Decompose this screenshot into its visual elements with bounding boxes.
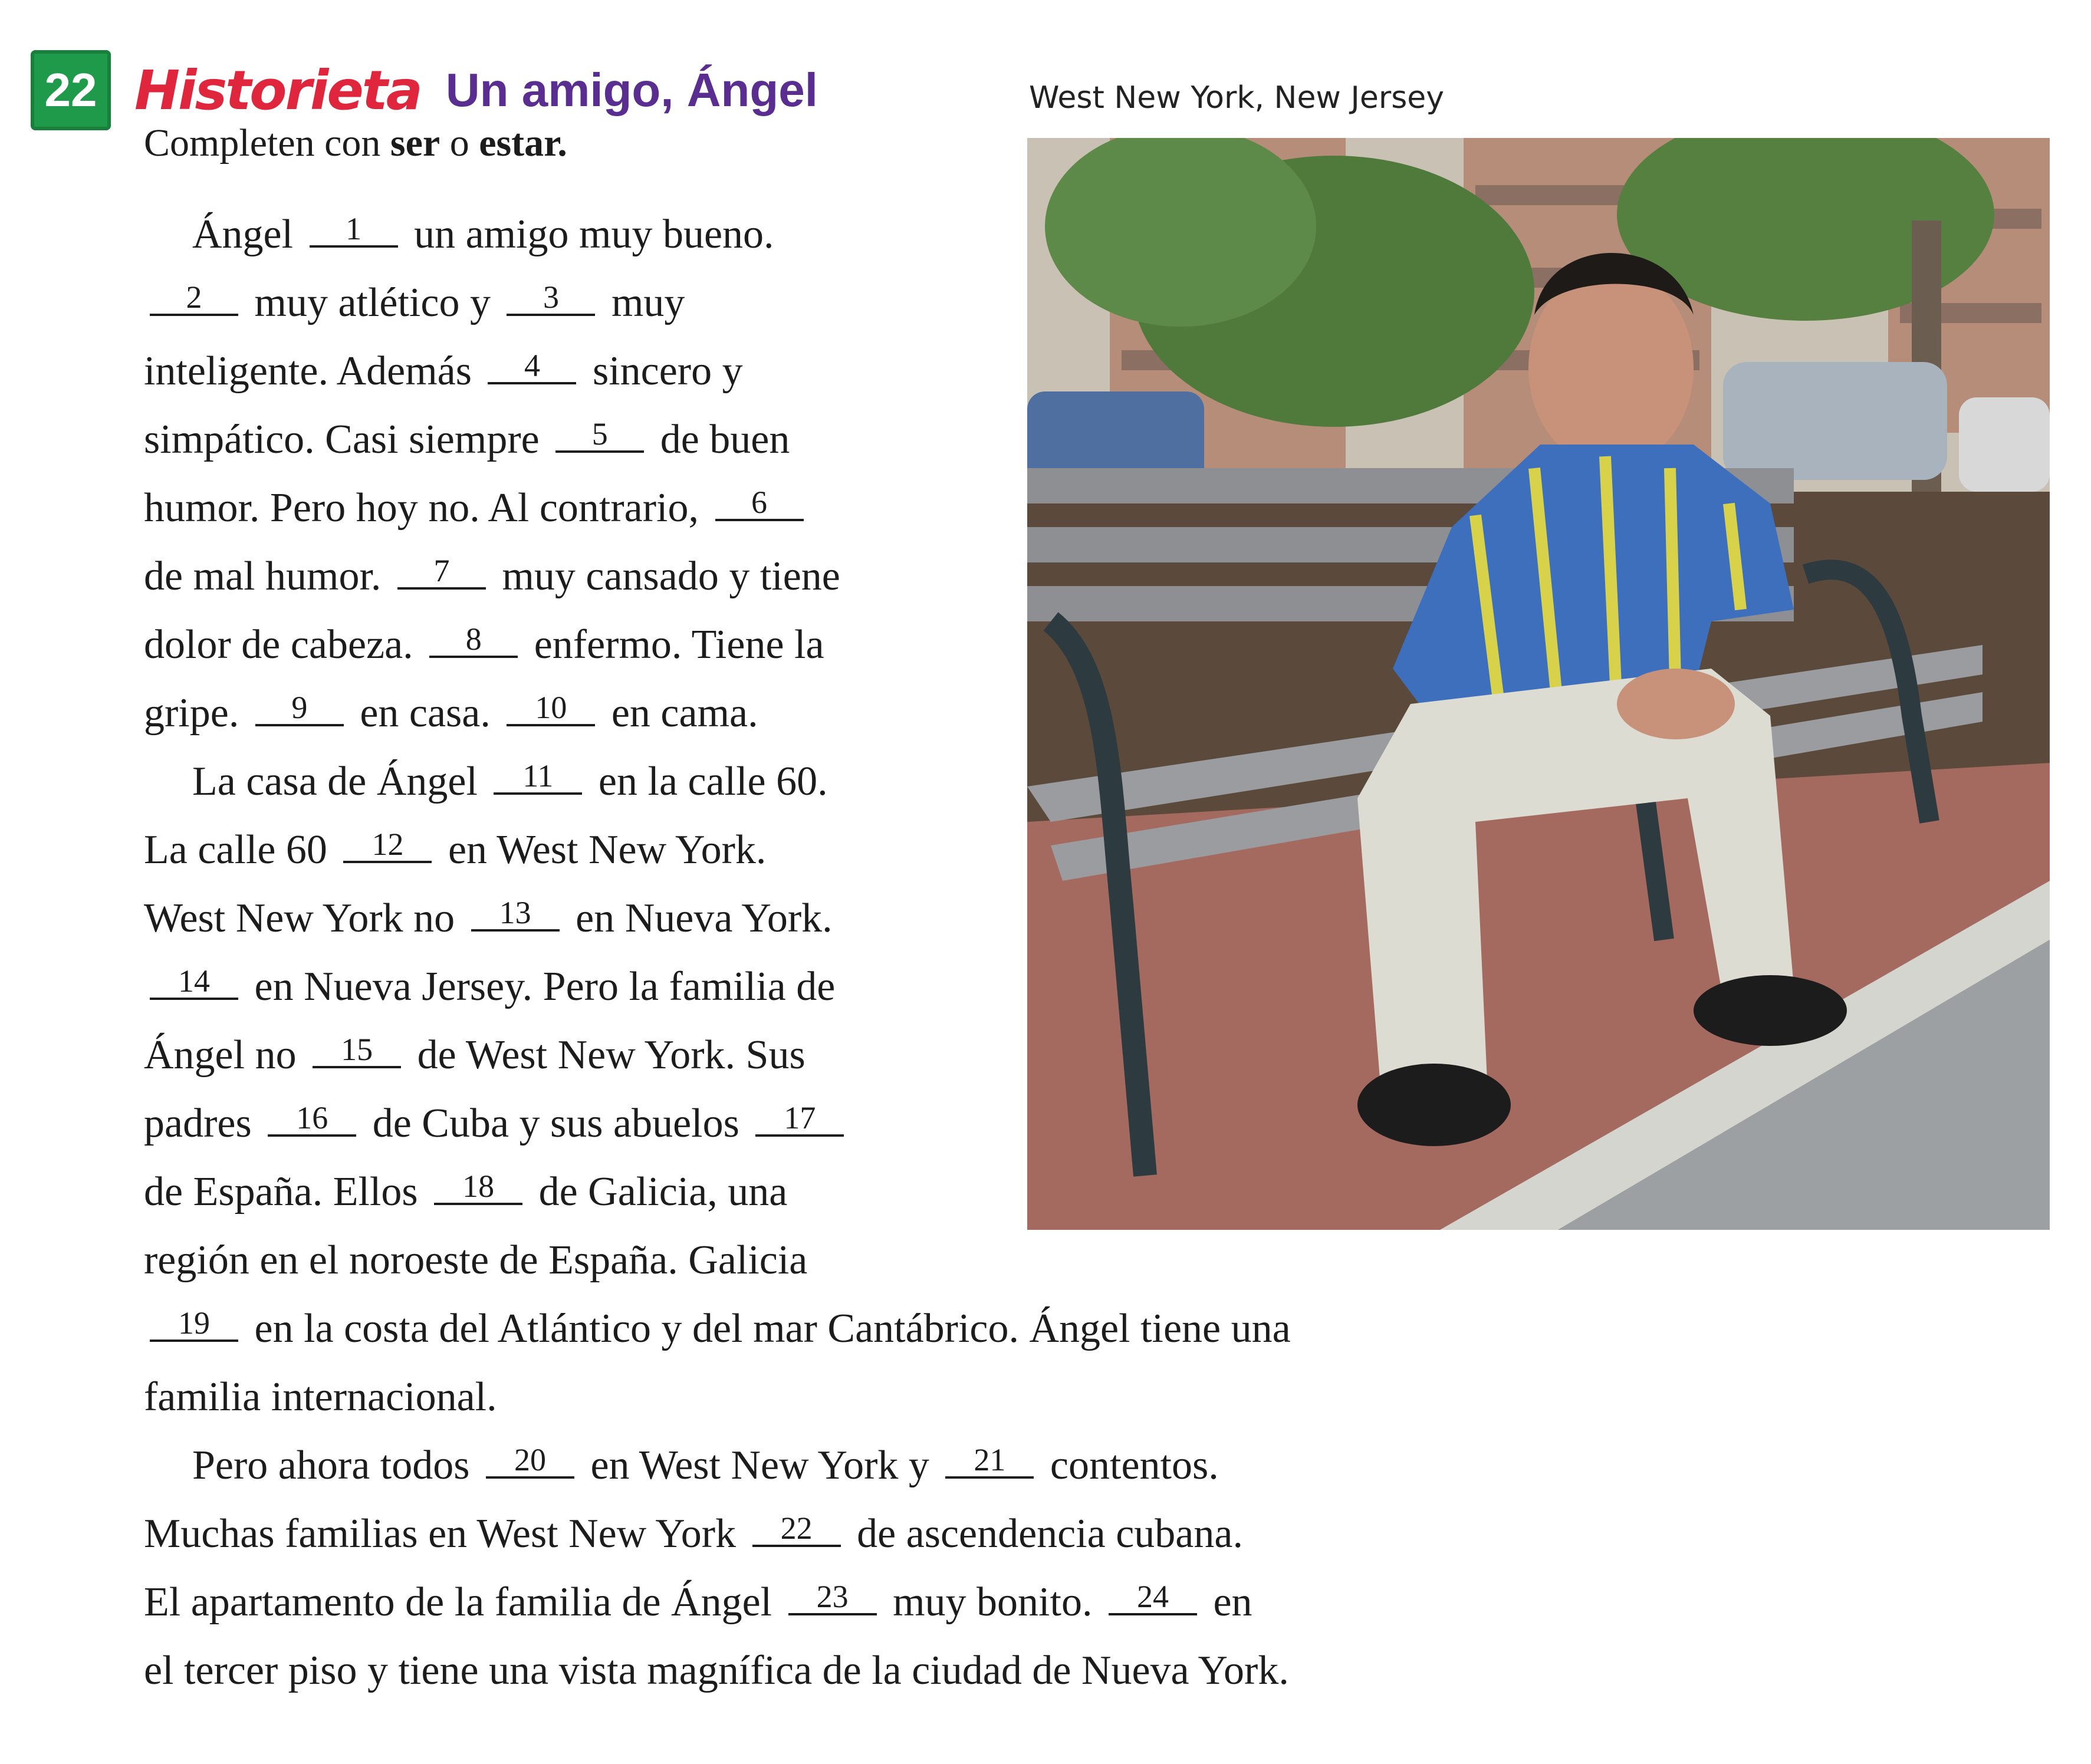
instructions [144,121,567,166]
story-text-segment: El apartamento de la familia de Ángel [144,1579,783,1625]
story-text-segment: en la costa del Atlántico y del mar Cantábrico. Ángel tiene una [244,1306,1291,1351]
story-text-segment: en Nueva York. [565,896,833,941]
story-text-segment: gripe. [144,690,249,736]
blank-4[interactable]: 4 [488,348,576,384]
blank-2[interactable]: 2 [150,279,238,316]
story-text-segment: padres [144,1101,262,1146]
story-text-segment: de Cuba y sus abuelos [362,1101,750,1146]
story-line [144,200,1500,269]
story-line [144,269,1500,337]
story-text-segment: humor. Pero hoy no. Al contrario, [144,485,709,531]
story-text-segment: en [1202,1579,1252,1625]
story-line [144,1295,1500,1363]
instructions-text: o [440,121,479,164]
story-text-segment: en West New York. [438,827,767,873]
story-text-segment: muy bonito. [882,1579,1103,1625]
story-text-segment: muy atlético y [244,280,501,325]
instructions-word-ser: ser [390,121,440,164]
parked-car-white [1959,397,2050,492]
story-text [144,200,1500,1705]
story-line [144,611,1500,679]
blank-14[interactable]: 14 [150,963,238,1000]
exercise-number-badge: 22 [31,50,111,130]
story-text-segment: dolor de cabeza. [144,622,424,667]
blank-8[interactable]: 8 [429,621,518,658]
story-text-segment: de West New York. Sus [407,1032,806,1078]
story-text-segment: muy [601,280,685,325]
blank-23[interactable]: 23 [788,1579,877,1615]
story-text-segment: de mal humor. [144,554,392,599]
blank-6[interactable]: 6 [715,485,804,521]
blank-9[interactable]: 9 [255,690,344,726]
story-text-segment: simpático. Casi siempre [144,417,550,462]
instructions-word-estar: estar. [479,121,567,164]
blank-18[interactable]: 18 [434,1169,522,1205]
blank-7[interactable]: 7 [397,553,486,590]
story-line [144,884,1500,953]
blank-19[interactable]: 19 [150,1305,238,1342]
blank-24[interactable]: 24 [1109,1579,1197,1615]
story-text-segment: en West New York y [580,1443,940,1488]
story-text-segment: en casa. [349,690,501,736]
story-text-segment: West New York no [144,896,465,941]
story-line [144,816,1500,884]
instructions-text: Completen con [144,121,390,164]
story-line [144,1637,1500,1705]
story-text-segment: en cama. [601,690,758,736]
story-line [144,1568,1500,1637]
blank-11[interactable]: 11 [494,758,582,795]
exercise-title: Un amigo, Ángel [445,64,818,116]
story-text-segment: en la calle 60. [588,759,828,804]
story-line [144,1226,1500,1295]
blank-13[interactable]: 13 [471,895,560,932]
story-text-segment: inteligente. Además [144,348,482,394]
blank-20[interactable]: 20 [486,1442,574,1479]
story-line [144,542,1500,611]
parked-car-silver [1723,362,1947,480]
blank-21[interactable]: 21 [945,1442,1034,1479]
story-line [144,748,1500,816]
blank-1[interactable]: 1 [310,211,398,248]
blank-15[interactable]: 15 [313,1032,401,1068]
blank-17[interactable]: 17 [755,1100,844,1137]
story-text-segment: Muchas familias en West New York [144,1511,747,1556]
story-text-segment: Ángel no [144,1032,307,1078]
blank-3[interactable]: 3 [507,279,595,316]
story-text-segment: muy cansado y tiene [491,554,840,599]
story-text-segment: familia internacional. [144,1374,497,1420]
story-text-segment: sincero y [582,348,743,394]
story-line [144,474,1500,542]
blank-10[interactable]: 10 [507,690,595,726]
story-text-segment: región en el noroeste de España. Galicia [144,1238,808,1283]
story-line [144,406,1500,474]
story-text-segment: de ascendencia cubana. [846,1511,1243,1556]
story-line [144,953,1500,1021]
story-text-segment: de Galicia, una [528,1169,788,1215]
story-line [144,337,1500,406]
story-line [144,1500,1500,1568]
exercise-label: Historieta [134,58,421,122]
story-text-segment: contentos. [1040,1443,1219,1488]
story-line [144,1363,1500,1431]
story-line [144,1431,1500,1500]
story-line [144,679,1500,748]
blank-16[interactable]: 16 [268,1100,356,1137]
story-line [144,1158,1500,1226]
story-text-segment: Ángel [192,212,304,257]
blank-12[interactable]: 12 [343,827,432,863]
story-text-segment: de España. Ellos [144,1169,429,1215]
blank-5[interactable]: 5 [555,416,644,453]
story-text-segment: La casa de Ángel [192,759,488,804]
blank-22[interactable]: 22 [752,1510,841,1547]
story-line [144,1021,1500,1090]
photo-caption: West New York, New Jersey [1029,80,1445,116]
story-text-segment: Pero ahora todos [192,1443,480,1488]
story-text-segment: un amigo muy bueno. [403,212,774,257]
story-text-segment: el tercer piso y tiene una vista magnífica de la ciudad de Nueva York. [144,1648,1289,1693]
story-text-segment: enfermo. Tiene la [524,622,824,667]
story-text-segment: La calle 60 [144,827,338,873]
story-line [144,1090,1500,1158]
story-text-segment: de buen [650,417,790,462]
story-text-segment: en Nueva Jersey. Pero la familia de [244,964,836,1009]
